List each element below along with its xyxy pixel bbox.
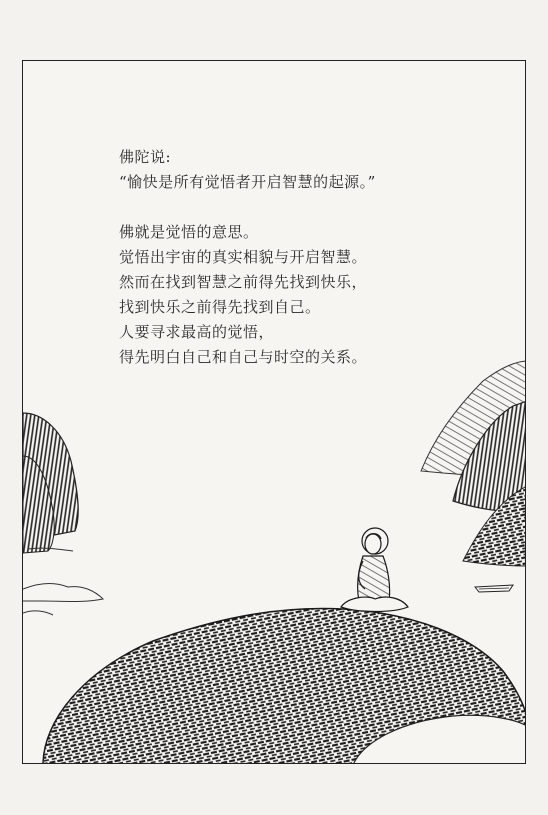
verse-text (119, 145, 376, 370)
body-line: 佛就是觉悟的意思。 (119, 223, 259, 241)
body-line: 人要寻求最高的觉悟， (119, 323, 275, 341)
small-boat (475, 585, 513, 592)
body-line: 觉悟出宇宙的真实相貌与开启智慧。 (119, 248, 368, 266)
quote-line: “愉快是所有觉悟者开启智慧的起源。” (119, 173, 376, 191)
right-mountains (421, 361, 526, 566)
foreground-hill (43, 608, 526, 764)
buddha-figure (341, 528, 408, 612)
body-line: 然而在找到智慧之前得先找到快乐， (119, 273, 368, 291)
body-line: 得先明白自己和自己与时空的关系。 (119, 348, 368, 366)
left-cliffs (23, 413, 78, 553)
comic-panel (22, 60, 526, 764)
left-cloud (23, 583, 103, 615)
body-line: 找到快乐之前得先找到自己。 (119, 298, 321, 316)
speaker-line: 佛陀说: (119, 148, 172, 166)
